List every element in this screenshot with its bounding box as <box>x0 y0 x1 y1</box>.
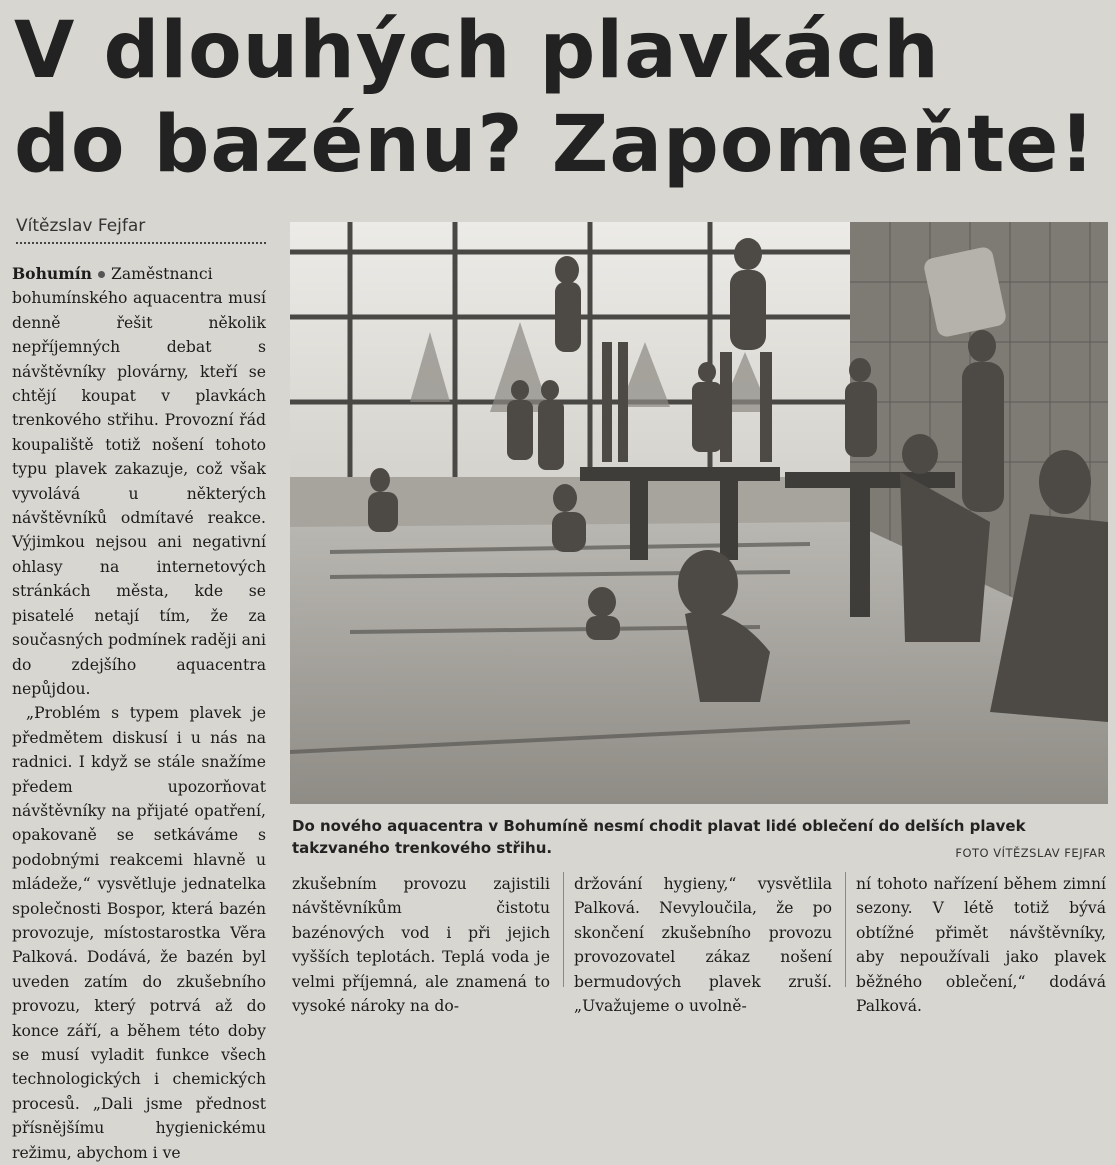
article-column-3 <box>574 872 832 1018</box>
byline: Vítězslav Fejfar <box>16 216 266 244</box>
headline-line-2: do bazénu? Zapomeňte! <box>14 100 1096 190</box>
article-paragraph-1 <box>12 262 266 701</box>
dateline-location: Bohumín <box>12 264 93 283</box>
column-4-text: ní tohoto nařízení během zimní sezony. V létě totiž bývá obtížné přimět návštěvníky, aby nepoužívali jako plavek běžného oblečení,“ dodává Palková. <box>856 875 1106 1016</box>
article-column-1 <box>12 262 266 1165</box>
bullet-icon <box>98 271 105 278</box>
column-divider <box>563 872 564 987</box>
article-column-2 <box>292 872 550 1018</box>
headline <box>14 4 1104 192</box>
pool-photo-illustration <box>290 222 1108 804</box>
article-photo <box>290 222 1108 804</box>
column-divider <box>845 872 846 987</box>
article-paragraph-2: „Problém s typem plavek je předmětem diskusí i u nás na radnici. I když se stále snažíme předem upozorňovat návštěvníky na přijaté opatření, opakovaně se setkáváme s podobnými reakcemi hlavně u mládeže,“ vysvětluje jednatelka společnosti Bospor, která bazén provozuje, místostarostka Věra Palková. Dodává, že bazén byl uveden zatím do zkušebního provozu, který potrvá až do konce září, a během této doby se musí vyladit funkce všech technologických i chemických procesů. „Dali jsme přednost přísnějšímu hygienickému režimu, abychom i ve <box>12 704 266 1162</box>
paragraph-1-text: Zaměstnanci bohumínského aquacentra musí denně řešit několik nepříjemných debat s návštěvníky plovárny, kteří se chtějí koupat v plavkách trenkového střihu. Provozní řád koupaliště totiž nošení tohoto typu plavek zakazuje, což však vyvolává u některých návštěvníků odmítavé reakce. Výjimkou nejsou ani negativní ohlasy na internetových stránkách města, kde se pisatelé netají tím, že za současných podmínek raději ani do zdejšího aquacentra nepůjdou. <box>12 265 266 698</box>
column-3-text: držování hygieny,“ vysvětlila Palková. Nevyloučila, že po skončení zkušebního provozu provozovatel zákaz nošení bermudových plavek zruší. „Uvažujeme o uvolně- <box>574 875 832 1016</box>
photo-caption: Do nového aquacentra v Bohumíně nesmí chodit plavat lidé oblečení do delších plavek takzvaného trenkového střihu. <box>292 817 1026 857</box>
photo-credit: FOTO VÍTĚZSLAV FEJFAR <box>955 846 1106 860</box>
headline-line-1: V dlouhých plavkách <box>14 6 940 96</box>
column-2-text: zkušebním provozu zajistili návštěvníkům čistotu bazénových vod i při jejich vyšších teplotách. Teplá voda je velmi příjemná, ale znamená to vysoké nároky na do- <box>292 875 550 1016</box>
article-column-4 <box>856 872 1106 1018</box>
